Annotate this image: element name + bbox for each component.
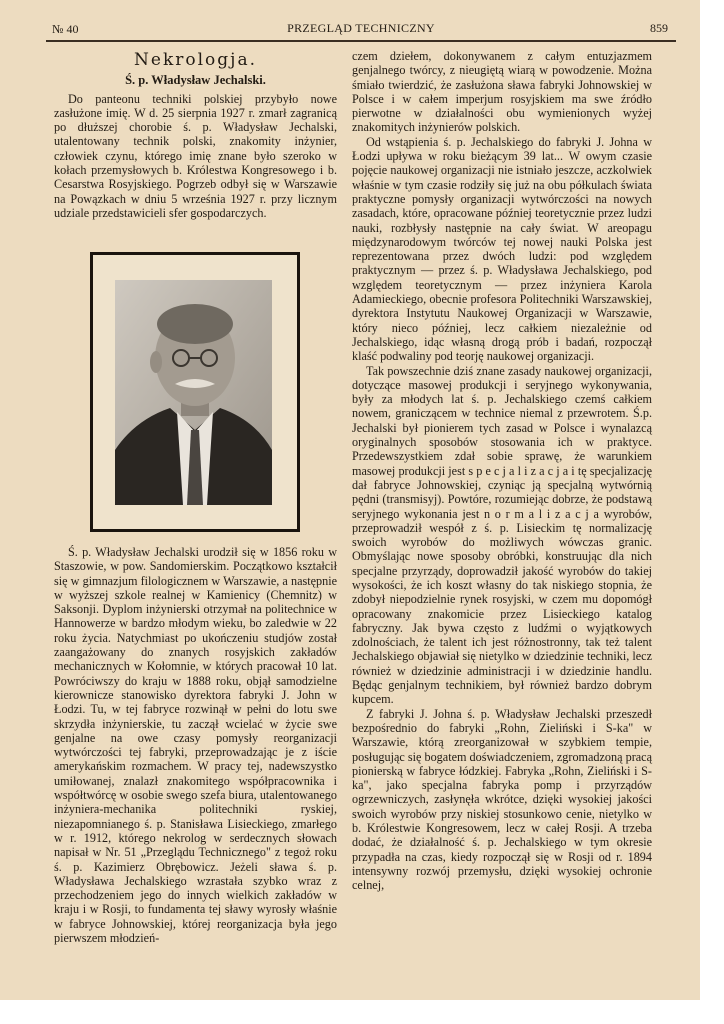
right-paragraph-1: czem dziełem, dokonywanem z całym entuzjazmem genjalnego twórcy, z nieugiętą wiarą w powodzenie. Można śmiało twierdzić, że zasłużona sława fabryki Johnowskiej w Polsce i w całem imperjum rosyjskiem ma swe źródło pierwotne w działalności obu wymienionych wyżej znakomitych inżynierów polskich.: [352, 49, 652, 135]
scan-margin-right: [700, 0, 724, 1024]
right-paragraph-3: Tak powszechnie dziś znane zasady naukowej organizacji, dotyczące masowej produkcji i seryjnego wykonywania, były za młodych lat ś. p. Jechalskiego czemś całkiem nowem, graniczącem w technice niemal z przewrotem. Ś.p. Jechalski był pionierem tych zasad w Polsce i wynalazcą oryginalnych sposobów stosowania ich w praktyce. Przedewszystkiem zdał sobie sprawę, że warunkiem masowej produkcji jest s p e c j a l i z a c j a i tę specjalizację dał fabryce Johnowskiej, czyniąc ją specjalną wytwórnią pędni (transmisyj). Powtóre, rozumiejąc dobrze, że podstawą seryjnego wykonania jest n o r m a l i z a c j a wyrobów, przeprowadził wespół z ś. p. Lisieckim tę normalizację swoich wyrobów do możliwych wówczas granic. Obmyślając nowe sposoby obróbki, konstruując dla nich specjalne przyrządy, doprowadził jakość wyrobów do takiej wysokości, że ich koszt własny do tak niskiego stopnia, że zdobył niepodzielnie rynek rosyjski, w czem mu dopomógł opracowany znakomicie przez Lisieckiego katalog fabryczny. Jak bywa często z ludźmi o wyjątkowych zdolnościach, że talent ich jest różnostronny, tak też talent Jechalskiego objawiał się nietylko w dziedzinie techniki, lecz również w dziedzinie administracji i w dziedzinie handlu. Będąc genjalnym technikiem, był również bardzo dobrym kupcem.: [352, 363, 652, 707]
article-subtitle: Ś. p. Władysław Jechalski.: [125, 73, 266, 88]
right-column: [352, 49, 652, 893]
article-title: Nekrologja.: [134, 50, 257, 70]
left-column-top: [54, 50, 337, 220]
portrait-photo: [115, 280, 272, 505]
right-paragraph-4: Z fabryki J. Johna ś. p. Władysław Jechalski przeszedł bezpośrednio do fabryki „Rohn, Zieliński i S-ka" w Warszawie, którą zreorganizował w szybkiem tempie, posługując się bogatem doświadczeniem, zgromadzoną pracą pionierską w fabryce łódzkiej. Fabryka „Rohn, Zieliński i S-ka", jako specjalna fabryka pomp i przyrządów ogrzewniczych, zasłynęła wkrótce, dzięki wysokiej jakości swoich wyrobów przy niskiej stosunkowo cenie, nietylko w b. Królestwie Kongresowem, lecz w całej Rosji. A trzeba dodać, że działalność ś. p. Jechalskiego w tym okresie przypadła na czas, kiedy rozpoczął się w Rosji od r. 1894 intensywny rozwój przemysłu, dzięki wysokiej ochronie celnej,: [352, 706, 652, 893]
portrait-illustration: [115, 280, 272, 505]
page-header: [46, 20, 676, 42]
biography-paragraph: Ś. p. Władysław Jechalski urodził się w 1856 roku w Staszowie, w pow. Sandomierskim. Początkowo kształcił się w gimnazjum filologicznem w Warszawie, a następnie w wyższej szkole realnej w Kamienicy (Chemnitz) w Saksonji. Dyplom inżynierski otrzymał na politechnice w Hannowerze w bardzo młodym wieku, bo zaledwie w 22 roku życia. Natychmiast po ukończeniu studjów został zaangażowany do znanych rosyjskich zakładów mechanicznych w Kołomnie, w których pracował 10 lat. Powróciwszy do kraju w 1888 roku, objął samodzielne kierownicze stanowisko dyrektora fabryki J. John w Łodzi. Tu, w tej fabryce rozwinął w pełni do lotu swe skrzydła inżynierskie, tu zaczął wcielać w życie swe genjalne na owe czasy pomysły reorganizacji wytwórczości tej fabryki, przeprowadzając je z iście amerykańskim rozmachem. W pracy tej, nadewszystko umiłowanej, znalazł znakomitego współpracownika i współtwórcę w osobie swego szefa biura, utalentowanego inżyniera-mechanika politechniki ryskiej, niezapomnianego ś. p. Stanisława Lisieckiego, zmarłego w r. 1912, którego nekrolog w serdecznych słowach napisał w Nr. 51 „Przeglądu Technicznego" z tegoż roku ś. p. Kazimierz Obrębowicz. Jeżeli sława ś. p. Władysława Jechalskiego wzrastała szybko wraz z przechodzeniem jego do innych wielkich zakładów w kraju i w Rosji, to fundamenta tej sławy wyrosły właśnie w fabryce Johnowskiej, której reorganizacja była jego pierwszem młodzień-: [54, 545, 337, 946]
journal-title: PRZEGLĄD TECHNICZNY: [287, 21, 435, 35]
left-column-bottom: [54, 545, 337, 945]
portrait-frame: [90, 252, 300, 532]
scan-margin-bottom: [0, 1000, 724, 1024]
intro-paragraph: Do panteonu techniki polskiej przybyło nowe zasłużone imię. W d. 25 sierpnia 1927 r. zmarł zagranicą po dłuższej chorobie ś. p. Władysław Jechalski, utalentowany technik polski, znakomity inżynier, człowiek czynu, którego imię znane było szeroko w kołach przemysłowych b. Królestwa Kongresowego i b. Cesarstwa Rosyjskiego. Pogrzeb odbył się w Warszawie na Powązkach w dniu 5 września 1927 r. przy licznym udziale przedstawicieli sfer gospodarczych.: [54, 91, 337, 220]
issue-number: № 40: [52, 22, 79, 36]
page-number: 859: [650, 21, 668, 35]
right-paragraph-2: Od wstąpienia ś. p. Jechalskiego do fabryki J. Johna w Łodzi upływa w roku bieżącym 39 lat... W owym czasie pojęcie naukowej organizacji nie istniało jeszcze, aczkolwiek właśnie w tym czasie rodziły się już na obu półkulach świata praktyczne pomysły organizacji wytwórczości na nowych zasadach, które, opracowane później teoretycznie przez ludzi nauki, rozbłysły następnie na cały świat. W areopagu międzynarodowym twórców tej nowej nauki Polska jest reprezentowana przez dwóch ludzi: pod względem praktycznym — przez ś. p. Władysława Jechalskiego, pod względem teoretycznym — przez inżyniera Karola Adamieckiego, obecnie profesora Politechniki Warszawskiej, dyrektora Instytutu Naukowej Organizacji w Warszawie, który nieco później, lecz całkiem niezależnie od Jechalskiego, idąc własną drogą prób i badań, rozpoczął klaść podwaliny pod teorję naukowej organizacji.: [352, 134, 652, 364]
